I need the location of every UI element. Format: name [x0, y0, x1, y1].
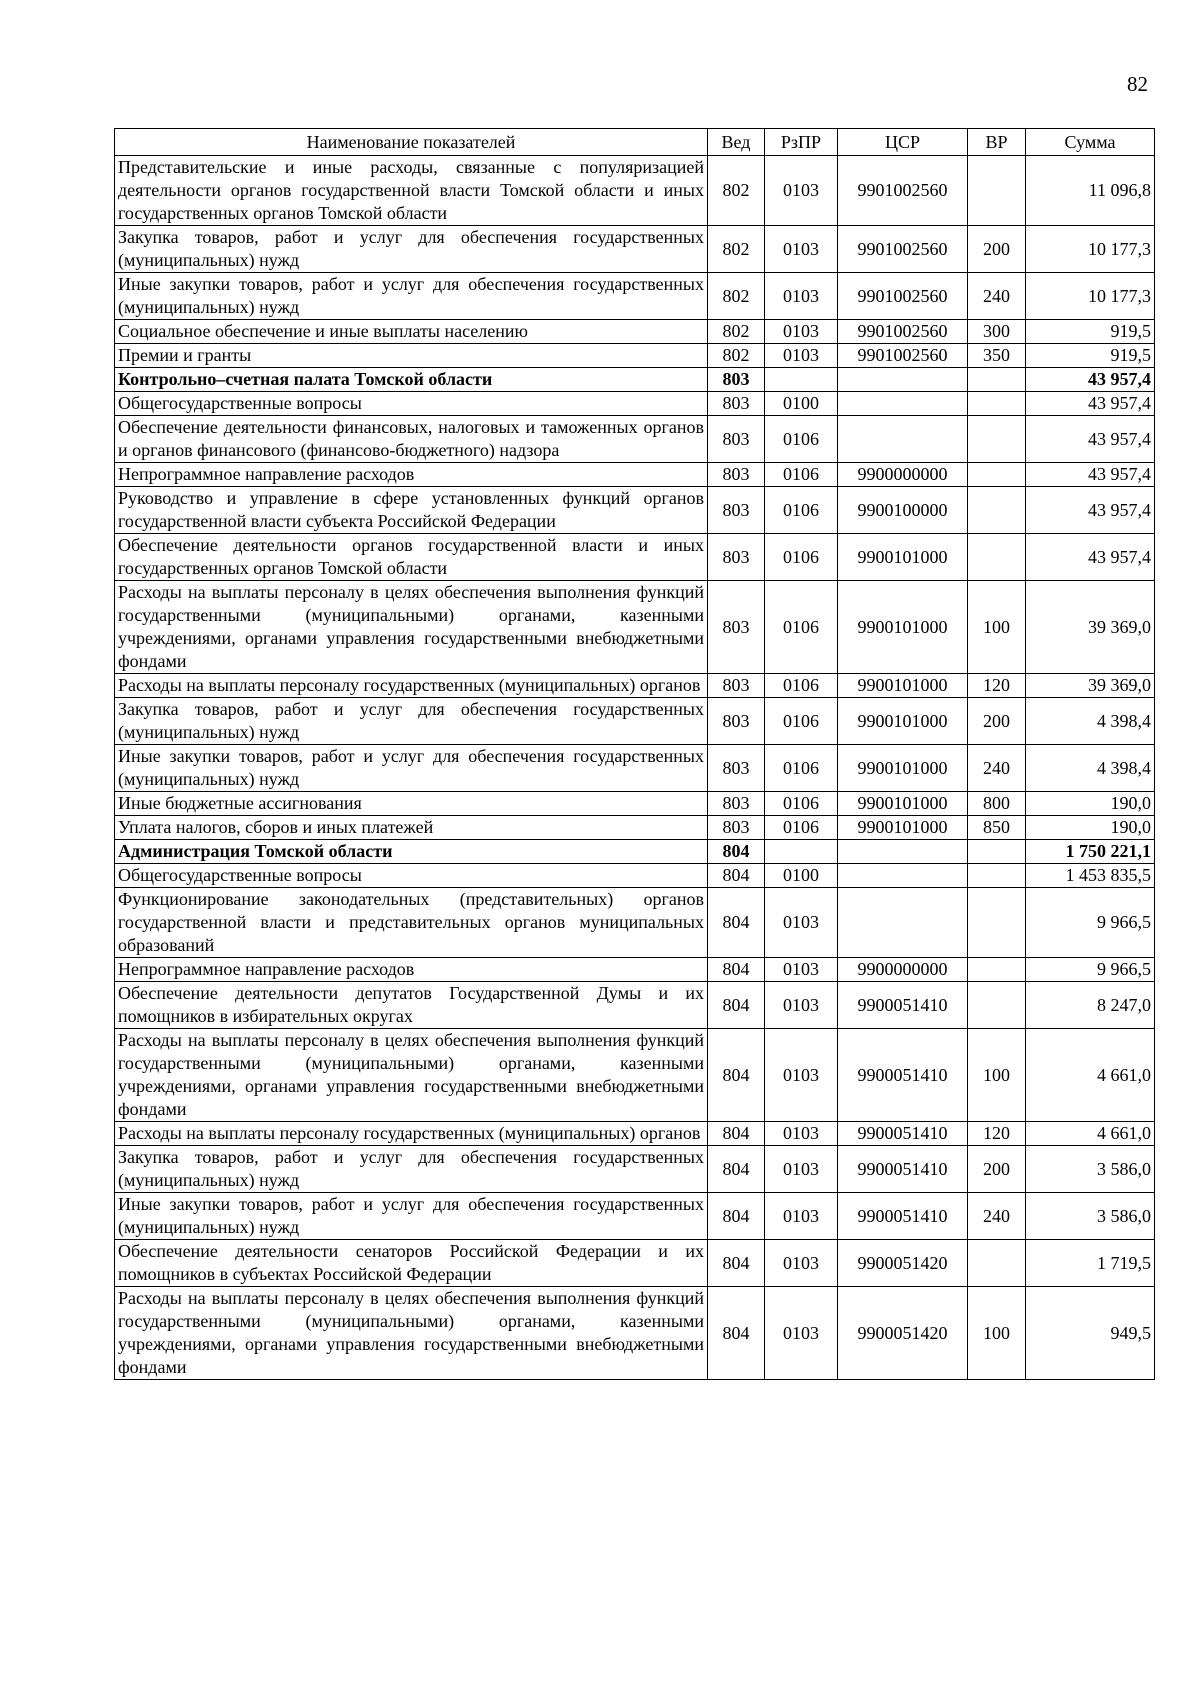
cell-ved: 804	[708, 982, 765, 1029]
cell-vr	[968, 864, 1026, 888]
cell-sum: 949,5	[1026, 1287, 1155, 1380]
cell-vr	[968, 840, 1026, 864]
cell-name: Функционирование законодательных (представительных) органов государственной власти и представительных органов муниципальных образований	[115, 888, 708, 958]
cell-vr	[968, 487, 1026, 534]
cell-ved: 803	[708, 534, 765, 581]
table-row	[115, 416, 1155, 463]
cell-name: Премии и гранты	[115, 344, 708, 368]
cell-name: Представительские и иные расходы, связанные с популяризацией деятельности органов государственной власти Томской области и иных государственных органов Томской области	[115, 156, 708, 226]
cell-csr: 9900051420	[838, 1287, 968, 1380]
cell-name: Расходы на выплаты персоналу государственных (муниципальных) органов	[115, 674, 708, 698]
header-name: Наименование показателей	[115, 129, 708, 156]
cell-ved: 802	[708, 273, 765, 320]
cell-sum: 10 177,3	[1026, 226, 1155, 273]
table-row	[115, 792, 1155, 816]
table-row	[115, 816, 1155, 840]
cell-ved: 803	[708, 392, 765, 416]
cell-csr: 9900101000	[838, 581, 968, 674]
cell-name: Обеспечение деятельности финансовых, налоговых и таможенных органов и органов финансового (финансово-бюджетного) надзора	[115, 416, 708, 463]
cell-rzpr: 0103	[765, 226, 838, 273]
cell-rzpr: 0103	[765, 888, 838, 958]
cell-csr: 9900101000	[838, 745, 968, 792]
cell-name: Закупка товаров, работ и услуг для обеспечения государственных (муниципальных) нужд	[115, 226, 708, 273]
cell-sum: 43 957,4	[1026, 463, 1155, 487]
cell-rzpr: 0103	[765, 1240, 838, 1287]
cell-rzpr	[765, 840, 838, 864]
cell-ved: 803	[708, 368, 765, 392]
table-row	[115, 1029, 1155, 1122]
cell-csr	[838, 840, 968, 864]
cell-rzpr	[765, 368, 838, 392]
table-row	[115, 1193, 1155, 1240]
cell-vr: 200	[968, 698, 1026, 745]
cell-rzpr: 0103	[765, 982, 838, 1029]
cell-ved: 803	[708, 674, 765, 698]
cell-name: Социальное обеспечение и иные выплаты населению	[115, 320, 708, 344]
cell-sum: 3 586,0	[1026, 1146, 1155, 1193]
cell-ved: 803	[708, 792, 765, 816]
table-row	[115, 674, 1155, 698]
cell-sum: 1 453 835,5	[1026, 864, 1155, 888]
cell-csr: 9900051410	[838, 1146, 968, 1193]
cell-rzpr: 0106	[765, 463, 838, 487]
cell-sum: 43 957,4	[1026, 368, 1155, 392]
cell-ved: 804	[708, 1146, 765, 1193]
table-row	[115, 864, 1155, 888]
cell-sum: 4 398,4	[1026, 698, 1155, 745]
cell-name: Иные закупки товаров, работ и услуг для обеспечения государственных (муниципальных) нужд	[115, 1193, 708, 1240]
table-row	[115, 698, 1155, 745]
cell-vr: 850	[968, 816, 1026, 840]
cell-vr: 240	[968, 1193, 1026, 1240]
cell-rzpr: 0106	[765, 487, 838, 534]
cell-csr: 9900101000	[838, 816, 968, 840]
cell-ved: 804	[708, 840, 765, 864]
cell-ved: 803	[708, 581, 765, 674]
cell-name: Общегосударственные вопросы	[115, 864, 708, 888]
cell-sum: 919,5	[1026, 344, 1155, 368]
header-ved: Вед	[708, 129, 765, 156]
cell-ved: 804	[708, 958, 765, 982]
cell-vr	[968, 368, 1026, 392]
cell-rzpr: 0106	[765, 534, 838, 581]
cell-vr: 100	[968, 1287, 1026, 1380]
cell-vr	[968, 888, 1026, 958]
table-row	[115, 840, 1155, 864]
cell-csr: 9900000000	[838, 463, 968, 487]
cell-ved: 802	[708, 226, 765, 273]
cell-rzpr: 0103	[765, 273, 838, 320]
table-row	[115, 273, 1155, 320]
cell-sum: 4 398,4	[1026, 745, 1155, 792]
cell-sum: 3 586,0	[1026, 1193, 1155, 1240]
cell-vr: 800	[968, 792, 1026, 816]
cell-vr: 120	[968, 1122, 1026, 1146]
cell-sum: 4 661,0	[1026, 1122, 1155, 1146]
cell-vr: 240	[968, 273, 1026, 320]
header-rzpr: РзПР	[765, 129, 838, 156]
cell-ved: 803	[708, 463, 765, 487]
cell-vr: 100	[968, 1029, 1026, 1122]
cell-csr: 9900101000	[838, 674, 968, 698]
cell-ved: 802	[708, 344, 765, 368]
cell-ved: 803	[708, 816, 765, 840]
cell-name: Расходы на выплаты персоналу в целях обеспечения выполнения функций государственными (муниципальными) органами, казенными учреждениями, органами управления государственными внебюджетными фондами	[115, 1287, 708, 1380]
cell-rzpr: 0106	[765, 674, 838, 698]
cell-sum: 43 957,4	[1026, 392, 1155, 416]
cell-vr	[968, 534, 1026, 581]
cell-sum: 10 177,3	[1026, 273, 1155, 320]
cell-ved: 804	[708, 1193, 765, 1240]
cell-rzpr: 0103	[765, 1287, 838, 1380]
cell-csr	[838, 392, 968, 416]
cell-ved: 804	[708, 1287, 765, 1380]
cell-ved: 804	[708, 1029, 765, 1122]
cell-sum: 4 661,0	[1026, 1029, 1155, 1122]
cell-sum: 11 096,8	[1026, 156, 1155, 226]
cell-name: Иные закупки товаров, работ и услуг для обеспечения государственных (муниципальных) нужд	[115, 273, 708, 320]
cell-name: Общегосударственные вопросы	[115, 392, 708, 416]
cell-name: Расходы на выплаты персоналу в целях обеспечения выполнения функций государственными (муниципальными) органами, казенными учреждениями, органами управления государственными внебюджетными фондами	[115, 1029, 708, 1122]
table-row	[115, 487, 1155, 534]
cell-csr: 9900051410	[838, 982, 968, 1029]
cell-vr	[968, 958, 1026, 982]
table-row	[115, 534, 1155, 581]
cell-ved: 804	[708, 1240, 765, 1287]
cell-rzpr: 0103	[765, 1122, 838, 1146]
table-row	[115, 1122, 1155, 1146]
table-row	[115, 982, 1155, 1029]
cell-rzpr: 0106	[765, 745, 838, 792]
table-row	[115, 226, 1155, 273]
cell-ved: 802	[708, 156, 765, 226]
cell-sum: 9 966,5	[1026, 958, 1155, 982]
cell-rzpr: 0103	[765, 1029, 838, 1122]
cell-rzpr: 0100	[765, 392, 838, 416]
cell-name: Уплата налогов, сборов и иных платежей	[115, 816, 708, 840]
cell-vr	[968, 392, 1026, 416]
cell-sum: 919,5	[1026, 320, 1155, 344]
cell-vr: 200	[968, 1146, 1026, 1193]
cell-csr: 9900101000	[838, 534, 968, 581]
cell-csr: 9900051410	[838, 1122, 968, 1146]
cell-sum: 190,0	[1026, 816, 1155, 840]
header-row	[115, 129, 1155, 156]
cell-vr	[968, 982, 1026, 1029]
cell-rzpr: 0103	[765, 156, 838, 226]
cell-vr	[968, 416, 1026, 463]
cell-vr: 200	[968, 226, 1026, 273]
cell-sum: 39 369,0	[1026, 674, 1155, 698]
cell-csr	[838, 368, 968, 392]
header-csr: ЦСР	[838, 129, 968, 156]
cell-vr: 100	[968, 581, 1026, 674]
cell-sum: 9 966,5	[1026, 888, 1155, 958]
cell-rzpr: 0103	[765, 320, 838, 344]
cell-csr	[838, 416, 968, 463]
table-row	[115, 1287, 1155, 1380]
cell-vr: 300	[968, 320, 1026, 344]
cell-name: Иные бюджетные ассигнования	[115, 792, 708, 816]
cell-rzpr: 0103	[765, 1146, 838, 1193]
cell-sum: 43 957,4	[1026, 416, 1155, 463]
cell-vr	[968, 156, 1026, 226]
table-row	[115, 368, 1155, 392]
cell-sum: 1 719,5	[1026, 1240, 1155, 1287]
cell-csr: 9900100000	[838, 487, 968, 534]
page-number: 82	[1127, 72, 1148, 96]
cell-ved: 804	[708, 1122, 765, 1146]
cell-vr: 350	[968, 344, 1026, 368]
cell-csr: 9900051410	[838, 1029, 968, 1122]
cell-vr	[968, 1240, 1026, 1287]
cell-rzpr: 0106	[765, 416, 838, 463]
cell-csr: 9901002560	[838, 344, 968, 368]
cell-csr: 9901002560	[838, 156, 968, 226]
table-row	[115, 581, 1155, 674]
cell-sum: 43 957,4	[1026, 534, 1155, 581]
table-row	[115, 1240, 1155, 1287]
cell-ved: 802	[708, 320, 765, 344]
cell-ved: 804	[708, 888, 765, 958]
cell-sum: 39 369,0	[1026, 581, 1155, 674]
cell-sum: 8 247,0	[1026, 982, 1155, 1029]
cell-rzpr: 0106	[765, 698, 838, 745]
cell-name: Расходы на выплаты персоналу государственных (муниципальных) органов	[115, 1122, 708, 1146]
table-row	[115, 745, 1155, 792]
cell-csr: 9901002560	[838, 273, 968, 320]
table-row	[115, 958, 1155, 982]
cell-csr: 9900051410	[838, 1193, 968, 1240]
cell-ved: 803	[708, 745, 765, 792]
cell-ved: 804	[708, 864, 765, 888]
cell-name: Закупка товаров, работ и услуг для обеспечения государственных (муниципальных) нужд	[115, 698, 708, 745]
cell-name: Обеспечение деятельности депутатов Государственной Думы и их помощников в избирательных округах	[115, 982, 708, 1029]
cell-csr	[838, 864, 968, 888]
table-row	[115, 1146, 1155, 1193]
table-row	[115, 392, 1155, 416]
header-vr: ВР	[968, 129, 1026, 156]
cell-name: Закупка товаров, работ и услуг для обеспечения государственных (муниципальных) нужд	[115, 1146, 708, 1193]
cell-vr	[968, 463, 1026, 487]
table-row	[115, 344, 1155, 368]
table-row	[115, 463, 1155, 487]
cell-csr: 9901002560	[838, 226, 968, 273]
cell-csr: 9900101000	[838, 698, 968, 745]
cell-csr	[838, 888, 968, 958]
cell-sum: 1 750 221,1	[1026, 840, 1155, 864]
cell-name: Руководство и управление в сфере установленных функций органов государственной власти субъекта Российской Федерации	[115, 487, 708, 534]
cell-name: Непрограммное направление расходов	[115, 958, 708, 982]
cell-csr: 9900101000	[838, 792, 968, 816]
cell-name: Контрольно–счетная палата Томской области	[115, 368, 708, 392]
table-row	[115, 320, 1155, 344]
cell-ved: 803	[708, 416, 765, 463]
cell-csr: 9900051420	[838, 1240, 968, 1287]
table-header	[115, 129, 1155, 156]
cell-rzpr: 0100	[765, 864, 838, 888]
cell-rzpr: 0103	[765, 1193, 838, 1240]
cell-name: Обеспечение деятельности сенаторов Российской Федерации и их помощников в субъектах Российской Федерации	[115, 1240, 708, 1287]
cell-name: Непрограммное направление расходов	[115, 463, 708, 487]
header-sum: Сумма	[1026, 129, 1155, 156]
table-row	[115, 156, 1155, 226]
cell-csr: 9900000000	[838, 958, 968, 982]
table-row	[115, 888, 1155, 958]
cell-sum: 190,0	[1026, 792, 1155, 816]
cell-rzpr: 0106	[765, 792, 838, 816]
cell-name: Расходы на выплаты персоналу в целях обеспечения выполнения функций государственными (муниципальными) органами, казенными учреждениями, органами управления государственными внебюджетными фондами	[115, 581, 708, 674]
cell-rzpr: 0103	[765, 344, 838, 368]
cell-ved: 803	[708, 698, 765, 745]
cell-name: Обеспечение деятельности органов государственной власти и иных государственных органов Томской области	[115, 534, 708, 581]
cell-name: Администрация Томской области	[115, 840, 708, 864]
cell-sum: 43 957,4	[1026, 487, 1155, 534]
cell-csr: 9901002560	[838, 320, 968, 344]
table-body	[115, 156, 1155, 1380]
cell-ved: 803	[708, 487, 765, 534]
cell-vr: 120	[968, 674, 1026, 698]
cell-rzpr: 0103	[765, 958, 838, 982]
budget-table	[114, 128, 1155, 1380]
cell-rzpr: 0106	[765, 581, 838, 674]
cell-name: Иные закупки товаров, работ и услуг для обеспечения государственных (муниципальных) нужд	[115, 745, 708, 792]
cell-rzpr: 0106	[765, 816, 838, 840]
cell-vr: 240	[968, 745, 1026, 792]
